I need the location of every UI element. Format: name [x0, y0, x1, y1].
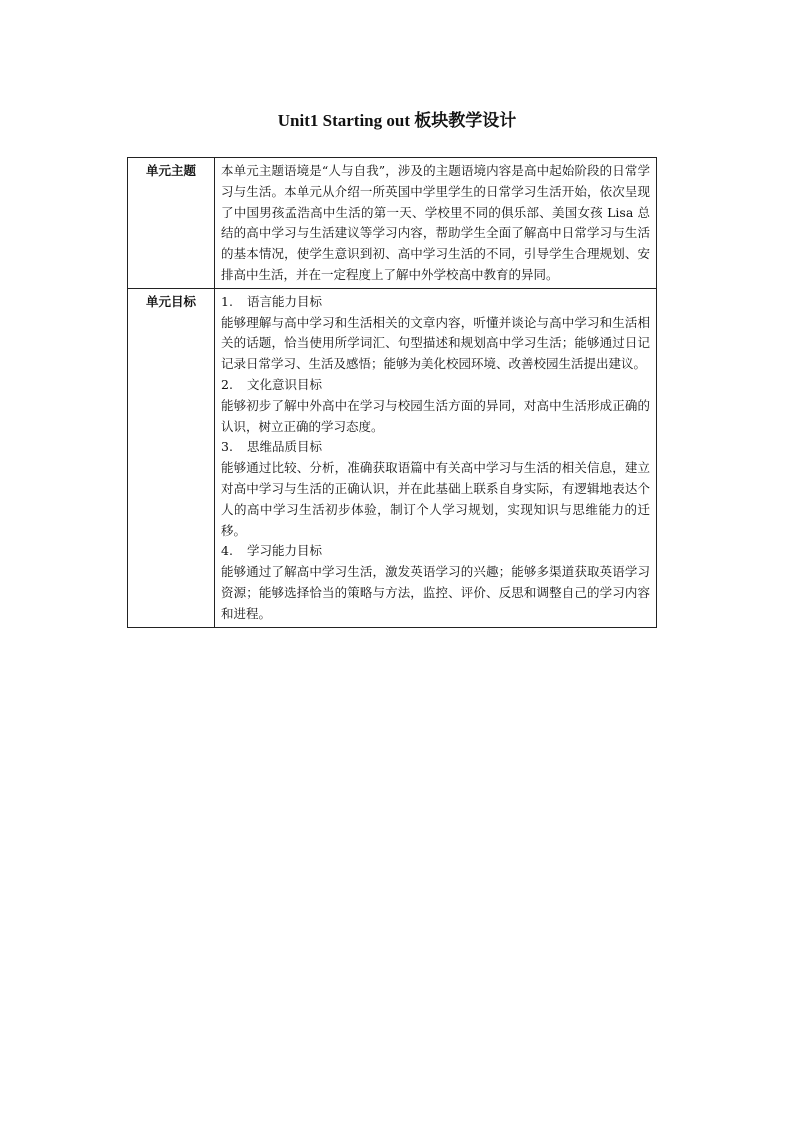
- unit-goals-content: [215, 288, 657, 627]
- goal-heading: [221, 437, 650, 458]
- goal-text: 能够通过比较、分析，准确获取语篇中有关高中学习与生活的相关信息，建立对高中学习与生活的正确认识，并在此基础上联系自身实际，有逻辑地表达个人的高中学习生活初步体验，制订个人学习规划，实现知识与思维能力的迁移。: [221, 460, 650, 538]
- table-row-unit-goals: [128, 288, 657, 627]
- unit-theme-text: 本单元主题语境是“人与自我”，涉及的主题语境内容是高中起始阶段的日常学习与生活。本单元从介绍一所英国中学里学生的日常学习生活开始，依次呈现了中国男孩孟浩高中生活的第一天、学校里不同的俱乐部、美国女孩 Lisa 总结的高中学习与生活建议等学习内容，帮助学生全面了解高中日常学习与生活的基本情况，使学生意识到初、高中学习生活的不同，引导学生合理规划、安排高中生活，并在一定程度上了解中外学校高中教育的异同。: [221, 163, 650, 282]
- goal-text: 能够初步了解中外高中在学习与校园生活方面的异同，对高中生活形成正确的认识，树立正确的学习态度。: [221, 397, 650, 434]
- goal-heading-text: 文化意识目标: [247, 376, 323, 392]
- goal-heading-text: 语言能力目标: [247, 293, 323, 309]
- goal-heading-text: 思维品质目标: [247, 439, 323, 455]
- row-label-unit-theme: 单元主题: [128, 158, 215, 289]
- row-label-unit-goals: 单元目标: [128, 288, 215, 627]
- goal-number: 3.: [221, 439, 233, 455]
- goal-heading-text: 学习能力目标: [247, 543, 323, 559]
- goal-number: 4.: [221, 543, 233, 559]
- goal-number: 1.: [221, 293, 233, 309]
- goal-heading: [221, 375, 650, 396]
- goal-heading: [221, 292, 650, 313]
- lesson-plan-table: [127, 157, 657, 628]
- unit-theme-content: [215, 158, 657, 289]
- goal-text: 能够通过了解高中学习生活，激发英语学习的兴趣；能够多渠道获取英语学习资源；能够选择恰当的策略与方法，监控、评价、反思和调整自己的学习内容和进程。: [221, 564, 650, 621]
- goal-heading: [221, 541, 650, 562]
- document-title: Unit1 Starting out 板块教学设计: [277, 111, 517, 130]
- table-row-unit-theme: [128, 158, 657, 289]
- goal-number: 2.: [221, 376, 233, 392]
- goal-text: 能够理解与高中学习和生活相关的文章内容，听懂并谈论与高中学习和生活相关的话题，恰当使用所学词汇、句型描述和规划高中学习生活；能够通过日记记录日常学习、生活及感悟；能够为美化校园环境、改善校园生活提出建议。: [221, 314, 650, 372]
